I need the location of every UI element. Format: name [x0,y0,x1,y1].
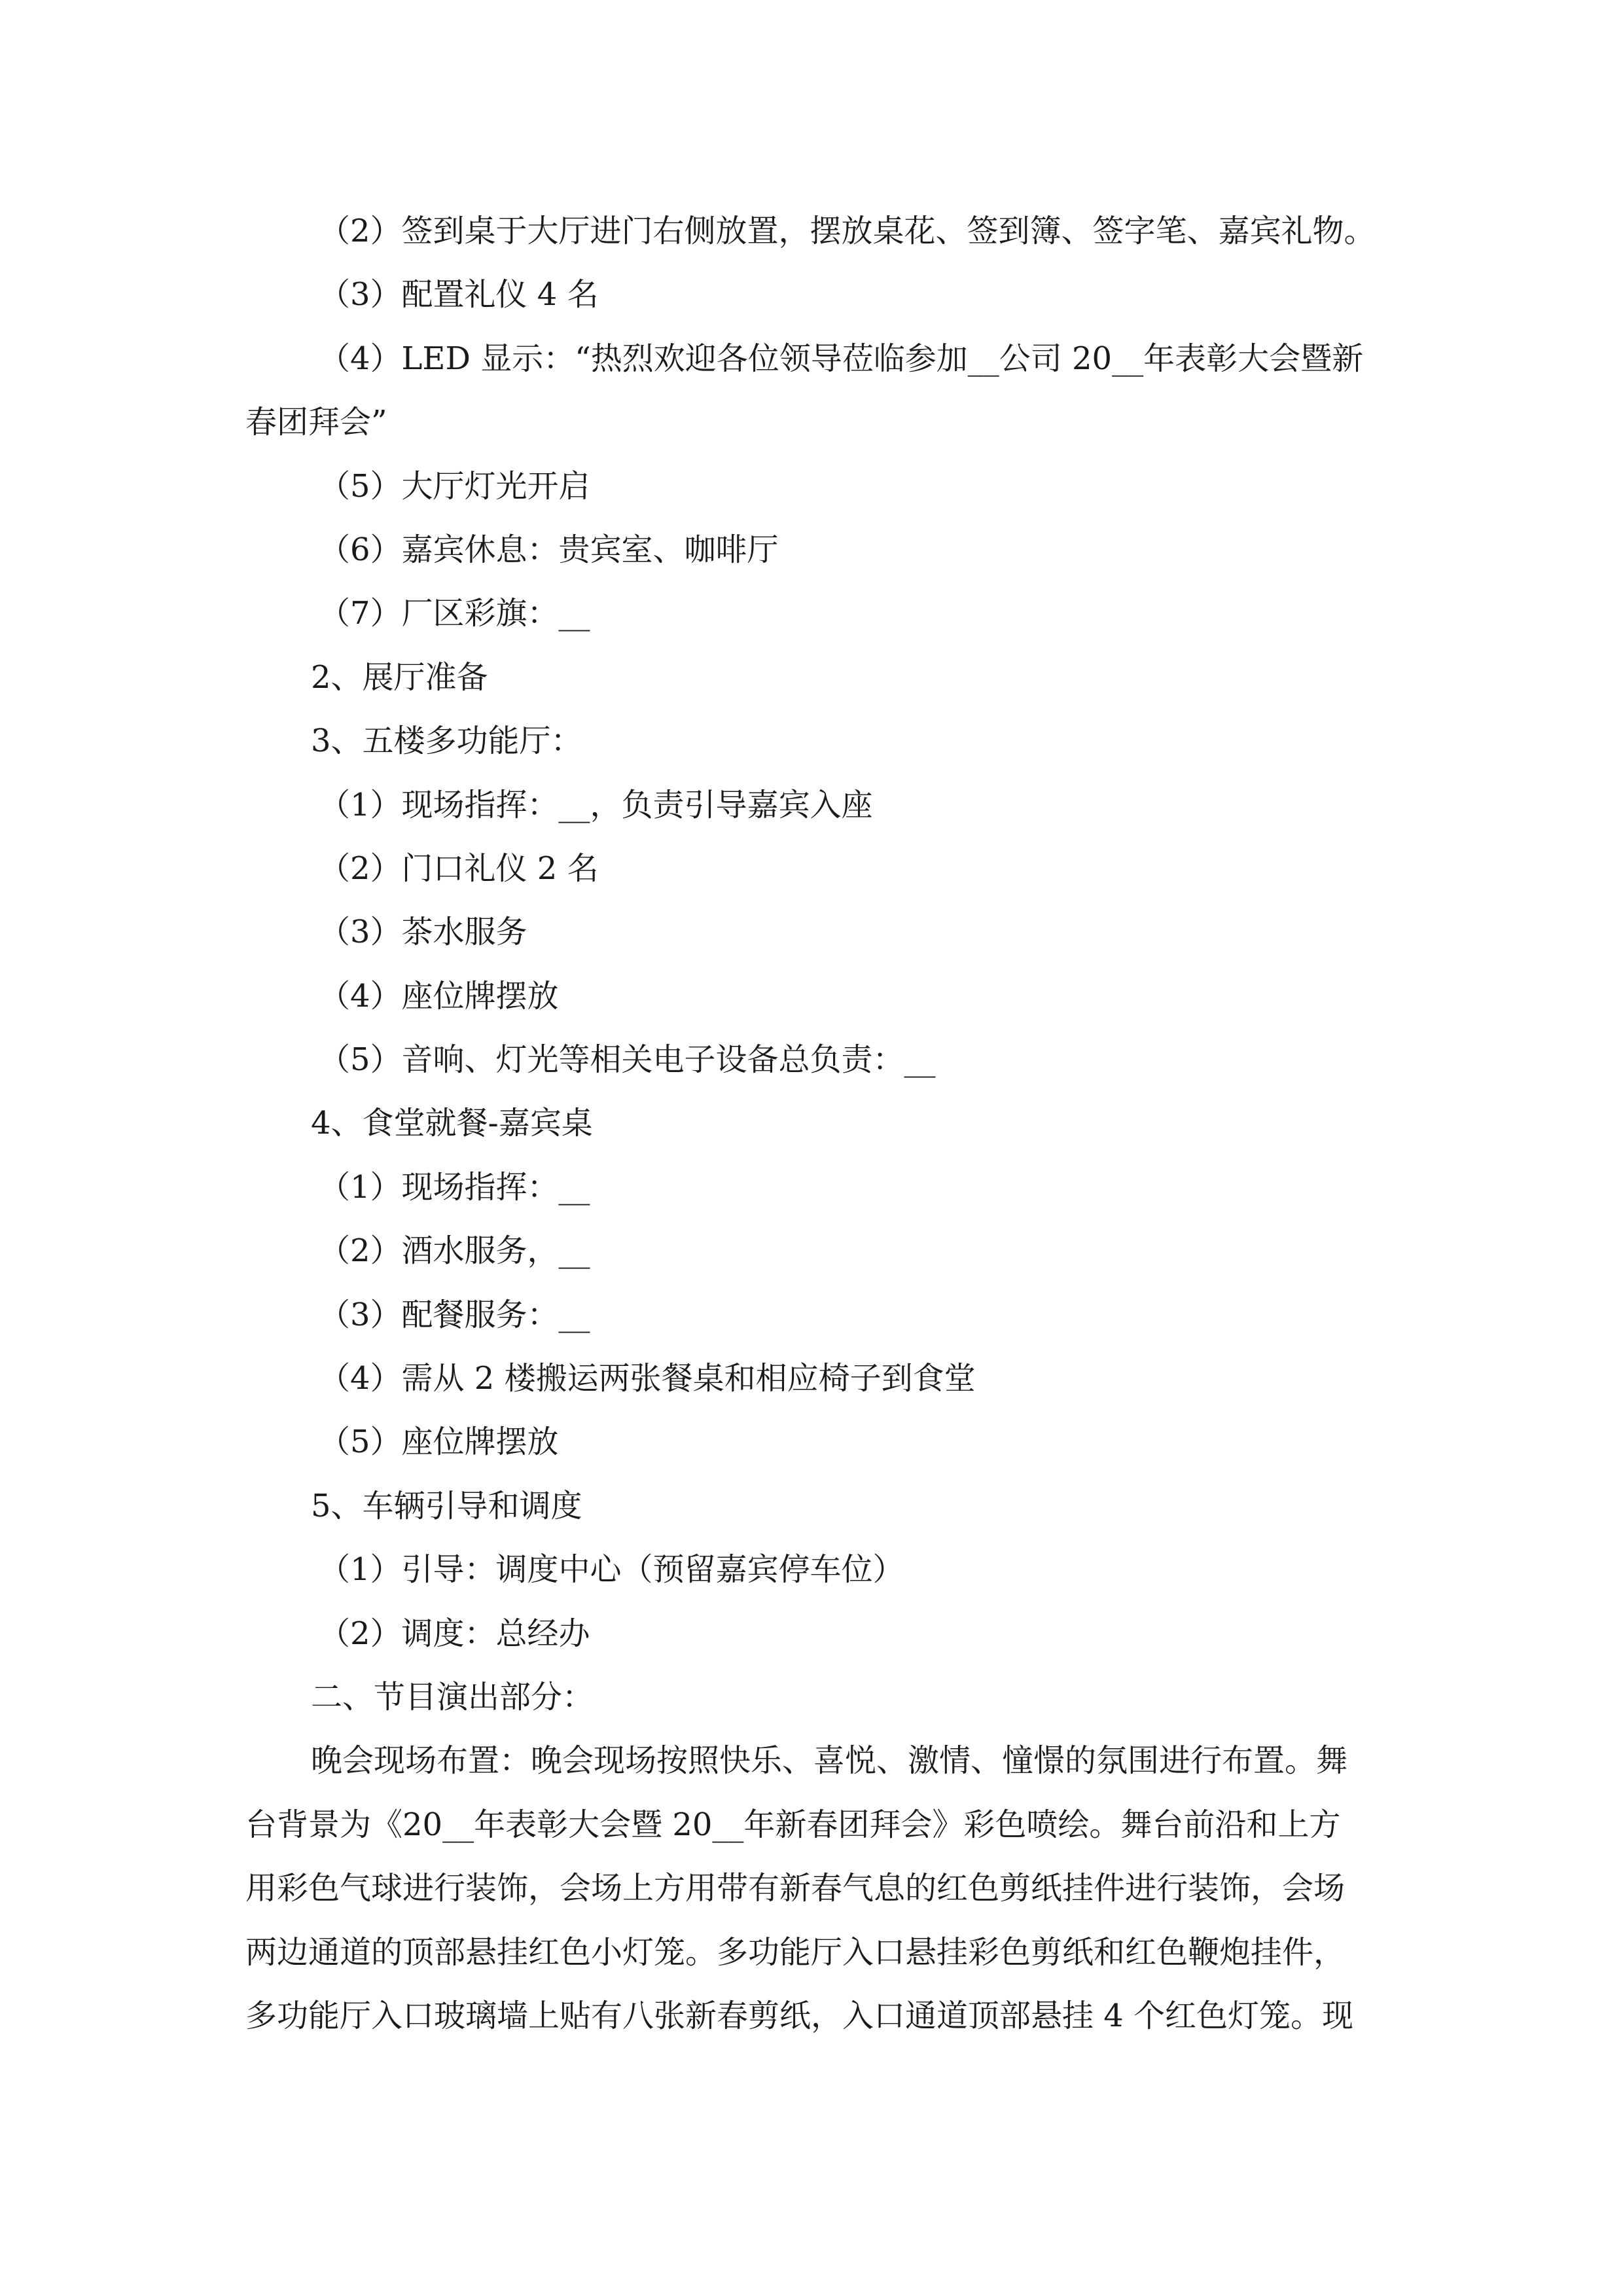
paragraph-line: 台背景为《20__年表彰大会暨 20__年新春团拜会》彩色喷绘。舞台前沿和上方 [245,1806,1341,1843]
paragraph-line: 多功能厅入口玻璃墙上贴有八张新春剪纸，入口通道顶部悬挂 4 个红色灯笼。现 [245,1997,1354,2034]
section-heading-exhibition-hall: 2、展厅准备 [311,658,488,696]
list-item-hall-lighting: （5）大厅灯光开启 [319,467,590,505]
paragraph-line: 用彩色气球进行装饰，会场上方用带有新春气息的红色剪纸挂件进行装饰，会场 [245,1870,1346,1907]
list-item-factory-flags: （7）厂区彩旗：__ [319,595,590,632]
list-item-av-equipment: （5）音响、灯光等相关电子设备总负责：__ [319,1041,936,1079]
list-item-catering-service: （3）配餐服务：__ [319,1296,590,1333]
section-heading-performance: 二、节目演出部分： [311,1678,594,1715]
list-item-guidance: （1）引导：调度中心（预留嘉宾停车位） [319,1551,904,1588]
list-item-guest-rest: （6）嘉宾休息：贵宾室、咖啡厅 [319,531,779,568]
paragraph-line: 两边通道的顶部悬挂红色小灯笼。多功能厅入口悬挂彩色剪纸和红色鞭炮挂件， [245,1933,1346,1971]
list-item-led-display-continued: 春团拜会” [245,404,387,441]
section-heading-multifunction-hall: 3、五楼多功能厅： [311,723,582,760]
list-item-seat-cards: （4）座位牌摆放 [319,977,559,1014]
list-item-move-tables: （4）需从 2 楼搬运两张餐桌和相应椅子到食堂 [319,1360,976,1397]
list-item-sign-in-desk: （2）签到桌于大厅进门右侧放置，摆放桌花、签到簿、签字笔、嘉宾礼物。 [319,213,1376,249]
paragraph-line: 晚会现场布置：晚会现场按照快乐、喜悦、激情、憧憬的氛围进行布置。舞 [311,1742,1348,1780]
section-heading-canteen: 4、食堂就餐-嘉宾桌 [311,1105,593,1142]
list-item-etiquette-staff: （3）配置礼仪 4 名 [319,276,599,314]
list-item-tea-service: （3）茶水服务 [319,914,527,951]
section-heading-vehicles: 5、车辆引导和调度 [311,1487,582,1524]
list-item-canteen-seat-cards: （5）座位牌摆放 [319,1424,559,1461]
list-item-onsite-command: （1）现场指挥：__，负责引导嘉宾入座 [319,786,873,823]
list-item-drinks-service: （2）酒水服务，__ [319,1232,590,1270]
document-body [245,200,1404,2048]
list-item-led-display: （4）LED 显示：“热烈欢迎各位领导莅临参加__公司 20__年表彰大会暨新 [319,340,1364,377]
list-item-dispatch: （2）调度：总经办 [319,1615,590,1652]
list-item-canteen-command: （1）现场指挥：__ [319,1168,590,1206]
list-item-door-etiquette: （2）门口礼仪 2 名 [319,850,599,887]
